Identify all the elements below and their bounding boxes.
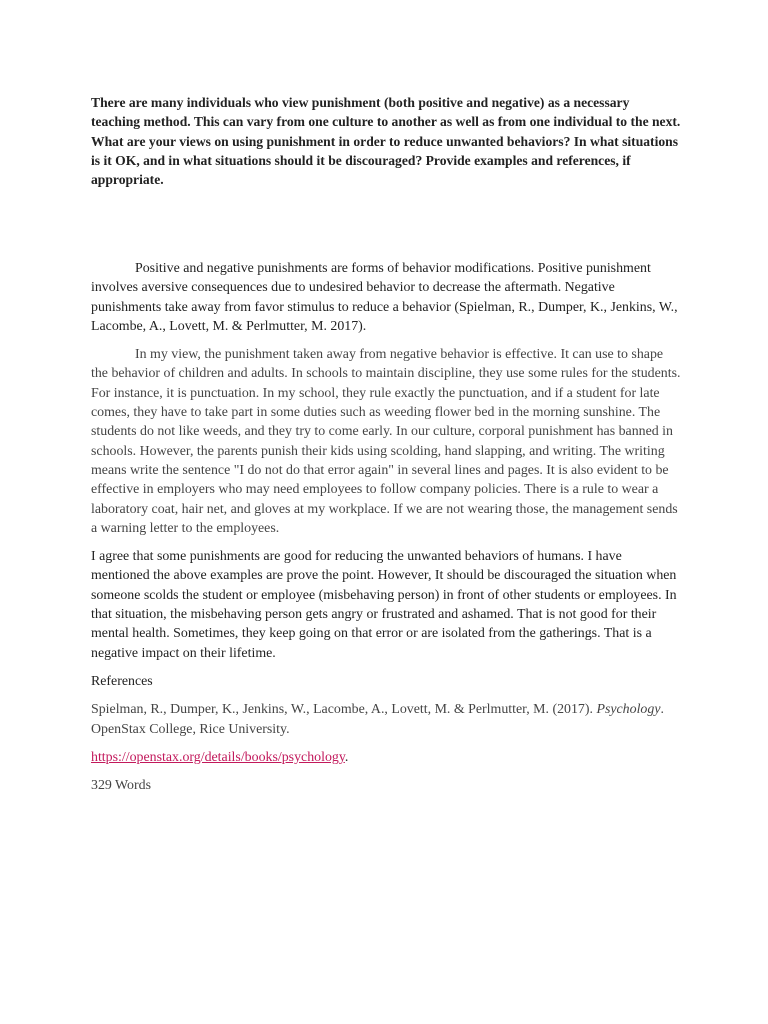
reference-title: Psychology xyxy=(596,702,661,718)
essay-body xyxy=(91,259,683,804)
word-count: 329 Words xyxy=(91,778,151,794)
reference-link[interactable]: https://openstax.org/details/books/psychology xyxy=(91,749,345,765)
paragraph-1: Positive and negative punishments are forms of behavior modifications. Positive punishment involves aversive consequences due to undesired behavior to decrease the aftermath. Negative punishments take away from favor stimulus to reduce a behavior (Spielman, R., Dumper, K., Jenkins, W., Lacombe, A., Lovett, M. & Perlmutter, M. 2017). xyxy=(91,261,678,334)
reference-link-suffix: . xyxy=(344,749,349,765)
reference-entry xyxy=(91,700,683,739)
reference-publisher: . OpenStax College, Rice University. xyxy=(91,702,664,737)
reference-authors: Spielman, R., Dumper, K., Jenkins, W., Lacombe, A., Lovett, M. & Perlmutter, M. (2017). xyxy=(91,702,597,718)
references-heading: References xyxy=(91,673,153,689)
reference-link-line xyxy=(91,748,683,767)
paragraph-2: In my view, the punishment taken away from negative behavior is effective. It can use to shape the behavior of children and adults. In schools to maintain discipline, they use some rules for the students. For instance, it is punctuation. In my school, they rule exactly the punctuation, and if a student for late comes, they have to take part in some duties such as weeding flower bed in the morning sunshine. The students do not like weeds, and they try to come early. In our culture, corporal punishment has banned in schools. However, the parents punish their kids using scolding, hand slapping, and writing. The writing means write the sentence "I do not do that error again" in several lines and pages. It is also evident to be effective in employers who may need employees to follow company policies. There is a rule to wear a laboratory coat, hair net, and gloves at my workplace. If we are not wearing those, the management sends a warning letter to the employees. xyxy=(91,347,681,536)
paragraph-3: I agree that some punishments are good for reducing the unwanted behaviors of humans. I have mentioned the above examples are prove the point. However, It should be discouraged the situation when someone scolds the student or employee (misbehaving person) in front of other students or employees. In that situation, the misbehaving person gets angry or frustrated and ashamed. That is not good for their mental health. Sometimes, they keep going on that error or are isolated from the gatherings. That is a negative impact on their lifetime. xyxy=(91,549,677,661)
discussion-prompt: There are many individuals who view punishment (both positive and negative) as a necessary teaching method. This can vary from one culture to another as well as from one individual to the next. What are your views on using punishment in order to reduce unwanted behaviors? In what situations is it OK, and in what situations should it be discouraged? Provide examples and references, if appropriate. xyxy=(91,95,681,188)
